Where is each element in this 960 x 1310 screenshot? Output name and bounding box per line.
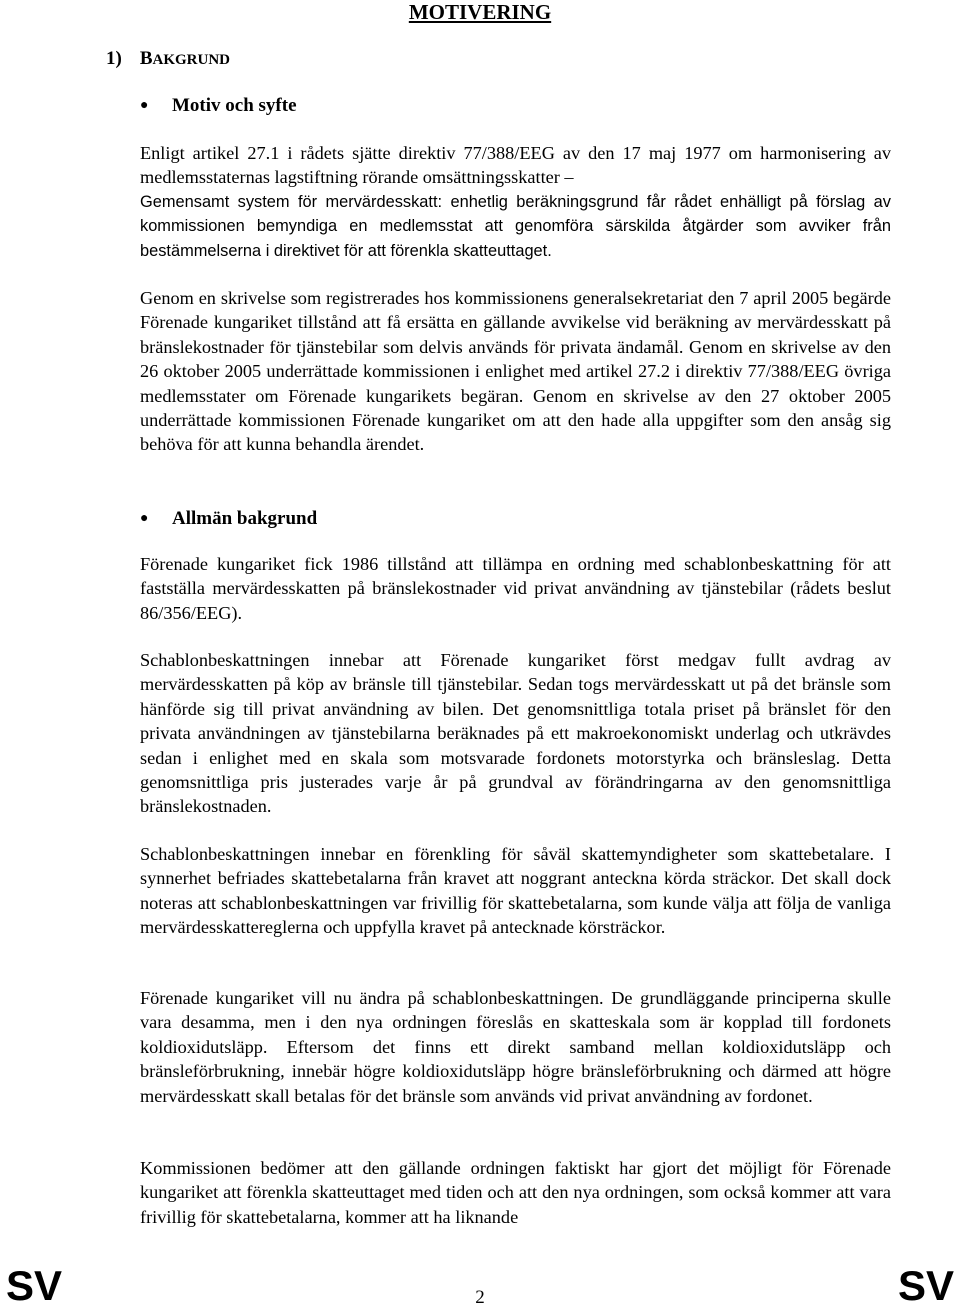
paragraph-1-serif: Enligt artikel 27.1 i rådets sjätte direktiv 77/388/EEG av den 17 maj 1977 om harmonisering av medlemsstaternas lagstiftning rörande omsättningsskatter – [140, 143, 891, 188]
subheading-motiv [140, 94, 297, 118]
subheading-motiv-label: Motiv och syfte [172, 95, 297, 116]
document-title: MOTIVERING [408, 0, 552, 24]
bullet-icon: ● [140, 511, 149, 526]
section-heading-initial: B [139, 48, 153, 69]
paragraph-4: Schablonbeskattningen innebar att Förenade kungariket först medgav fullt avdrag av mervärdesskatten på köp av bränsle till tjänstebilar. Sedan togs mervärdesskatt ut på det bränsle som hänförde sig till privat användning av bilen. Det genomsnittliga totala priset på bränslet för den privata användningen av tjänstebilarna beräknades på ett makroekonomiskt underlag och utkrävdes sedan i enlighet med en skala som motsvarade fordonets motorstyrka och bränsleslag. Detta genomsnittliga pris justerades varje år på grundval av förändringarna av den genomsnittliga bränslekostnaden. [140, 650, 891, 817]
subheading-allman-label: Allmän bakgrund [172, 508, 318, 529]
paragraph-1-sans: Gemensamt system för mervärdesskatt: enhetlig beräkningsgrund får rådet enhälligt på förslag av kommissionen bemyndiga en medlemsstat att genomföra särskilda åtgärder som avviker från bestämmelserna i direktivet för att förenkla skatteuttaget. [140, 193, 891, 260]
page-number: 2 [475, 1287, 485, 1308]
subheading-allman [140, 507, 317, 531]
section-heading-rest: AKGRUND [152, 52, 231, 68]
paragraph-6: Förenade kungariket vill nu ändra på schablonbeskattningen. De grundläggande principerna skulle vara desamma, men i den nya ordningen föreslås en skatteskala som är kopplad till fordonets koldioxidutsläpp. Eftersom det finns ett direkt samband mellan koldioxidutsläpp och bränsleförbrukning, innebär högre koldioxidutsläpp högre bränsleförbrukning och därmed att högre mervärdesskatt skall betalas för det bränsle som används vid privat användning av fordonet. [140, 988, 891, 1106]
footer-language-left: SV [6, 1262, 63, 1309]
paragraph-3: Förenade kungariket fick 1986 tillstånd att tillämpa en ordning med schablonbeskattning för att fastställa mervärdesskatten på bränslekostnader vid privat användning av tjänstebilar (rådets beslut 86/356/EEG). [140, 554, 891, 623]
paragraph-7: Kommissionen bedömer att den gällande ordningen faktiskt har gjort det möjligt för Förenade kungariket att förenkla skatteuttaget med tiden och att den nya ordningen, som också kommer att vara frivillig för skattebetalarna, kommer att ha liknande [140, 1158, 891, 1227]
section-number: 1) [106, 48, 122, 69]
paragraph-2: Genom en skrivelse som registrerades hos kommissionens generalsekretariat den 7 april 2005 begärde Förenade kungariket tillstånd att få ersätta en gällande avvikelse vid beräkning av mervärdesskatt på bränslekostnader för tjänstebilar som delvis används för privata ändamål. Genom en skrivelse av den 26 oktober 2005 underrättade kommissionen i enlighet med artikel 27.2 i direktiv 77/388/EEG övriga medlemsstater om Förenade kungarikets begäran. Genom en skrivelse av den 27 oktober 2005 underrättade kommissionen Förenade kungariket om att den hade alla uppgifter som den ansåg sig behöva för att kunna behandla ärendet. [140, 288, 891, 455]
section-heading [106, 46, 230, 72]
bullet-icon: ● [140, 98, 149, 113]
paragraph-1 [140, 141, 891, 190]
footer-language-right: SV [897, 1262, 954, 1309]
paragraph-5: Schablonbeskattningen innebar en förenkling för såväl skattemyndigheter som skattebetalare. I synnerhet befriades skattebetalarna från kravet att noggrant anteckna körda sträckor. Det skall dock noteras att schablonbeskattningen var frivillig för skattebetalarna, som kunde välja att följa de vanliga mervärdesskattereglerna och uppfylla kravet på antecknade körsträckor. [140, 844, 891, 938]
